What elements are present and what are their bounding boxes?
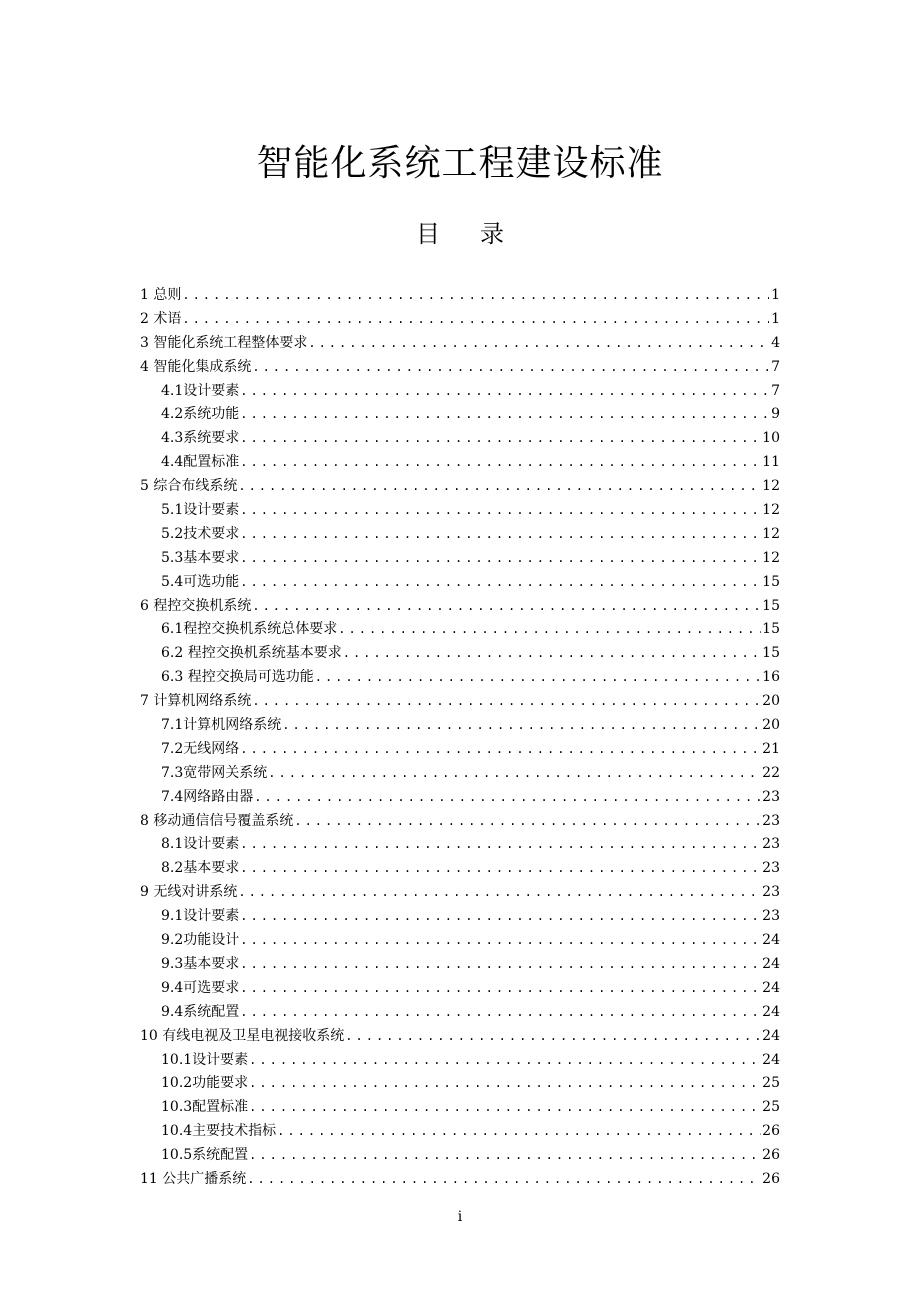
toc-heading-char-2: 录 [480, 220, 504, 248]
toc-entry-page: 11 [762, 454, 780, 471]
toc-entry-title: 5.2技术要求 [161, 525, 240, 542]
toc-entry[interactable] [140, 1072, 780, 1096]
toc-dot-leader [240, 451, 761, 475]
toc-entry[interactable] [140, 1025, 780, 1049]
toc-dot-leader [240, 1001, 761, 1025]
toc-entry-page: 25 [762, 1075, 780, 1092]
toc-entry-title: 7.4网络路由器 [161, 788, 254, 805]
toc-dot-leader [252, 356, 769, 380]
toc-entry-page: 24 [762, 932, 780, 949]
toc-entry-page: 10 [762, 430, 780, 447]
toc-entry[interactable] [140, 595, 780, 619]
toc-dot-leader [182, 284, 769, 308]
toc-dot-leader [240, 427, 761, 451]
toc-dot-leader [345, 1025, 761, 1049]
toc-entry-title: 10.5系统配置 [161, 1147, 249, 1164]
toc-dot-leader [238, 881, 761, 905]
toc-dot-leader [343, 642, 761, 666]
toc-entry[interactable] [140, 499, 780, 523]
toc-dot-leader [308, 332, 769, 356]
toc-entry-page: 24 [762, 979, 780, 996]
toc-dot-leader [252, 595, 761, 619]
page-number: i [457, 1209, 463, 1225]
toc-entry-title: 4.4配置标准 [161, 454, 240, 471]
toc-entry-title: 9.2功能设计 [161, 932, 240, 949]
toc-entry-title: 10.3配置标准 [161, 1099, 249, 1116]
toc-dot-leader [182, 308, 769, 332]
toc-entry-title: 6.3 程控交换局可选功能 [161, 669, 314, 686]
toc-dot-leader [240, 499, 761, 523]
toc-entry[interactable] [140, 403, 780, 427]
toc-entry-title: 10.4主要技术指标 [161, 1123, 277, 1140]
toc-entry-title: 10.1设计要素 [161, 1051, 249, 1068]
toc-dot-leader [240, 547, 761, 571]
toc-entry-title: 5.4可选功能 [161, 573, 240, 590]
toc-entry[interactable] [140, 380, 780, 404]
toc-entry[interactable] [140, 738, 780, 762]
toc-entry-page: 15 [762, 645, 780, 662]
toc-dot-leader [277, 1120, 761, 1144]
toc-entry-page: 1 [771, 287, 780, 303]
toc-entry[interactable] [140, 1144, 780, 1168]
toc-entry-page: 12 [762, 525, 780, 542]
toc-entry-title: 9 无线对讲系统 [140, 884, 238, 901]
toc-entry-title: 6.1程控交换机系统总体要求 [161, 621, 338, 638]
toc-entry[interactable] [140, 666, 780, 690]
toc-dot-leader [294, 810, 761, 834]
toc-dot-leader [247, 1168, 761, 1192]
toc-entry-page: 4 [771, 334, 780, 351]
toc-dot-leader [238, 475, 761, 499]
toc-entry-title: 4 智能化集成系统 [140, 358, 252, 375]
toc-entry-title: 4.1设计要素 [161, 382, 240, 399]
toc-entry[interactable] [140, 1168, 780, 1192]
toc-entry-page: 25 [762, 1099, 780, 1116]
toc-entry-title: 6.2 程控交换机系统基本要求 [161, 645, 342, 662]
document-title: 智能化系统工程建设标准 [256, 143, 664, 184]
toc-entry-page: 23 [762, 812, 780, 829]
toc-entry-title: 7.1计算机网络系统 [161, 717, 282, 734]
toc-dot-leader [240, 738, 761, 762]
toc-entry[interactable] [140, 786, 780, 810]
toc-entry-page: 24 [762, 1027, 780, 1044]
toc-entry-page: 24 [762, 1051, 780, 1068]
toc-entry-title: 8.2基本要求 [161, 860, 240, 877]
toc-entry-title: 5.3基本要求 [161, 549, 240, 566]
toc-entry-title: 7 计算机网络系统 [140, 693, 252, 710]
toc-entry[interactable] [140, 762, 780, 786]
toc-heading [0, 216, 920, 252]
toc-dot-leader [254, 786, 761, 810]
toc-entry[interactable] [140, 642, 780, 666]
toc-entry-title: 2 术语 [140, 310, 182, 327]
toc-entry-title: 7.3宽带网关系统 [161, 764, 268, 781]
toc-dot-leader [240, 380, 769, 404]
toc-entry[interactable] [140, 618, 780, 642]
toc-entry-title: 8 移动通信信号覆盖系统 [140, 812, 294, 829]
toc-entry-title: 8.1设计要素 [161, 836, 240, 853]
toc-entry[interactable] [140, 1049, 780, 1073]
toc-entry-page: 23 [762, 836, 780, 853]
toc-entry[interactable] [140, 953, 780, 977]
toc-entry-title: 4.3系统要求 [161, 430, 240, 447]
toc-entry-page: 23 [762, 788, 780, 805]
toc-entry[interactable] [140, 714, 780, 738]
toc-entry-page: 16 [762, 669, 780, 686]
toc-entry[interactable] [140, 905, 780, 929]
toc-entry[interactable] [140, 690, 780, 714]
toc-dot-leader [240, 833, 761, 857]
toc-entry[interactable] [140, 881, 780, 905]
table-of-contents [140, 284, 780, 1192]
toc-entry[interactable] [140, 857, 780, 881]
toc-dot-leader [249, 1072, 761, 1096]
toc-dot-leader [268, 762, 761, 786]
toc-entry-title: 5.1设计要素 [161, 502, 240, 519]
toc-entry-page: 21 [762, 740, 780, 757]
toc-entry-page: 23 [762, 884, 780, 901]
toc-entry-page: 15 [762, 573, 780, 590]
toc-dot-leader [240, 403, 769, 427]
toc-entry-page: 9 [771, 406, 780, 423]
toc-entry-page: 26 [762, 1170, 780, 1187]
toc-entry-page: 7 [771, 358, 780, 375]
toc-heading-char-1: 目 [416, 220, 440, 248]
toc-entry-page: 20 [762, 717, 780, 734]
toc-entry-title: 10.2功能要求 [161, 1075, 249, 1092]
toc-entry-page: 15 [762, 597, 780, 614]
toc-entry[interactable] [140, 1001, 780, 1025]
toc-dot-leader [249, 1049, 761, 1073]
toc-entry[interactable] [140, 929, 780, 953]
toc-entry-title: 7.2无线网络 [161, 740, 240, 757]
toc-entry[interactable] [140, 308, 780, 332]
toc-entry[interactable] [140, 1096, 780, 1120]
toc-dot-leader [338, 618, 761, 642]
toc-entry-page: 23 [762, 908, 780, 925]
toc-entry-title: 6 程控交换机系统 [140, 597, 252, 614]
toc-entry-title: 10 有线电视及卫星电视接收系统 [140, 1027, 345, 1044]
toc-entry[interactable] [140, 427, 780, 451]
toc-entry-page: 7 [771, 382, 780, 399]
toc-entry[interactable] [140, 1120, 780, 1144]
toc-entry-title: 9.4系统配置 [161, 1003, 240, 1020]
toc-entry-title: 11 公共广播系统 [140, 1170, 247, 1187]
toc-entry-title: 9.1设计要素 [161, 908, 240, 925]
toc-entry-page: 1 [771, 310, 780, 327]
toc-dot-leader [240, 977, 761, 1001]
toc-dot-leader [249, 1144, 761, 1168]
toc-entry-title: 9.3基本要求 [161, 955, 240, 972]
toc-entry-page: 12 [762, 549, 780, 566]
toc-dot-leader [240, 953, 761, 977]
toc-entry-title: 9.4可选要求 [161, 979, 240, 996]
toc-entry-page: 20 [762, 693, 780, 710]
toc-entry-page: 23 [762, 860, 780, 877]
toc-entry-title: 1 总则 [140, 287, 182, 303]
toc-entry-page: 22 [762, 764, 780, 781]
toc-dot-leader [252, 690, 761, 714]
toc-entry-page: 12 [762, 502, 780, 519]
toc-entry-title: 3 智能化系统工程整体要求 [140, 334, 308, 351]
toc-entry[interactable] [140, 523, 780, 547]
toc-entry[interactable] [140, 284, 780, 308]
toc-entry-page: 15 [762, 621, 780, 638]
toc-entry[interactable] [140, 547, 780, 571]
toc-entry[interactable] [140, 571, 780, 595]
toc-entry-page: 26 [762, 1123, 780, 1140]
toc-dot-leader [240, 571, 761, 595]
toc-entry-page: 12 [762, 478, 780, 495]
toc-entry[interactable] [140, 810, 780, 834]
toc-entry[interactable] [140, 475, 780, 499]
toc-entry-page: 26 [762, 1147, 780, 1164]
toc-dot-leader [249, 1096, 761, 1120]
toc-dot-leader [315, 666, 761, 690]
toc-entry[interactable] [140, 332, 780, 356]
toc-dot-leader [240, 905, 761, 929]
toc-dot-leader [240, 857, 761, 881]
toc-dot-leader [282, 714, 761, 738]
toc-dot-leader [240, 523, 761, 547]
toc-dot-leader [240, 929, 761, 953]
toc-entry-page: 24 [762, 1003, 780, 1020]
toc-entry-page: 24 [762, 955, 780, 972]
toc-entry[interactable] [140, 451, 780, 475]
toc-entry-title: 4.2系统功能 [161, 406, 240, 423]
toc-entry-title: 5 综合布线系统 [140, 478, 238, 495]
toc-entry[interactable] [140, 977, 780, 1001]
toc-entry[interactable] [140, 356, 780, 380]
toc-entry[interactable] [140, 833, 780, 857]
